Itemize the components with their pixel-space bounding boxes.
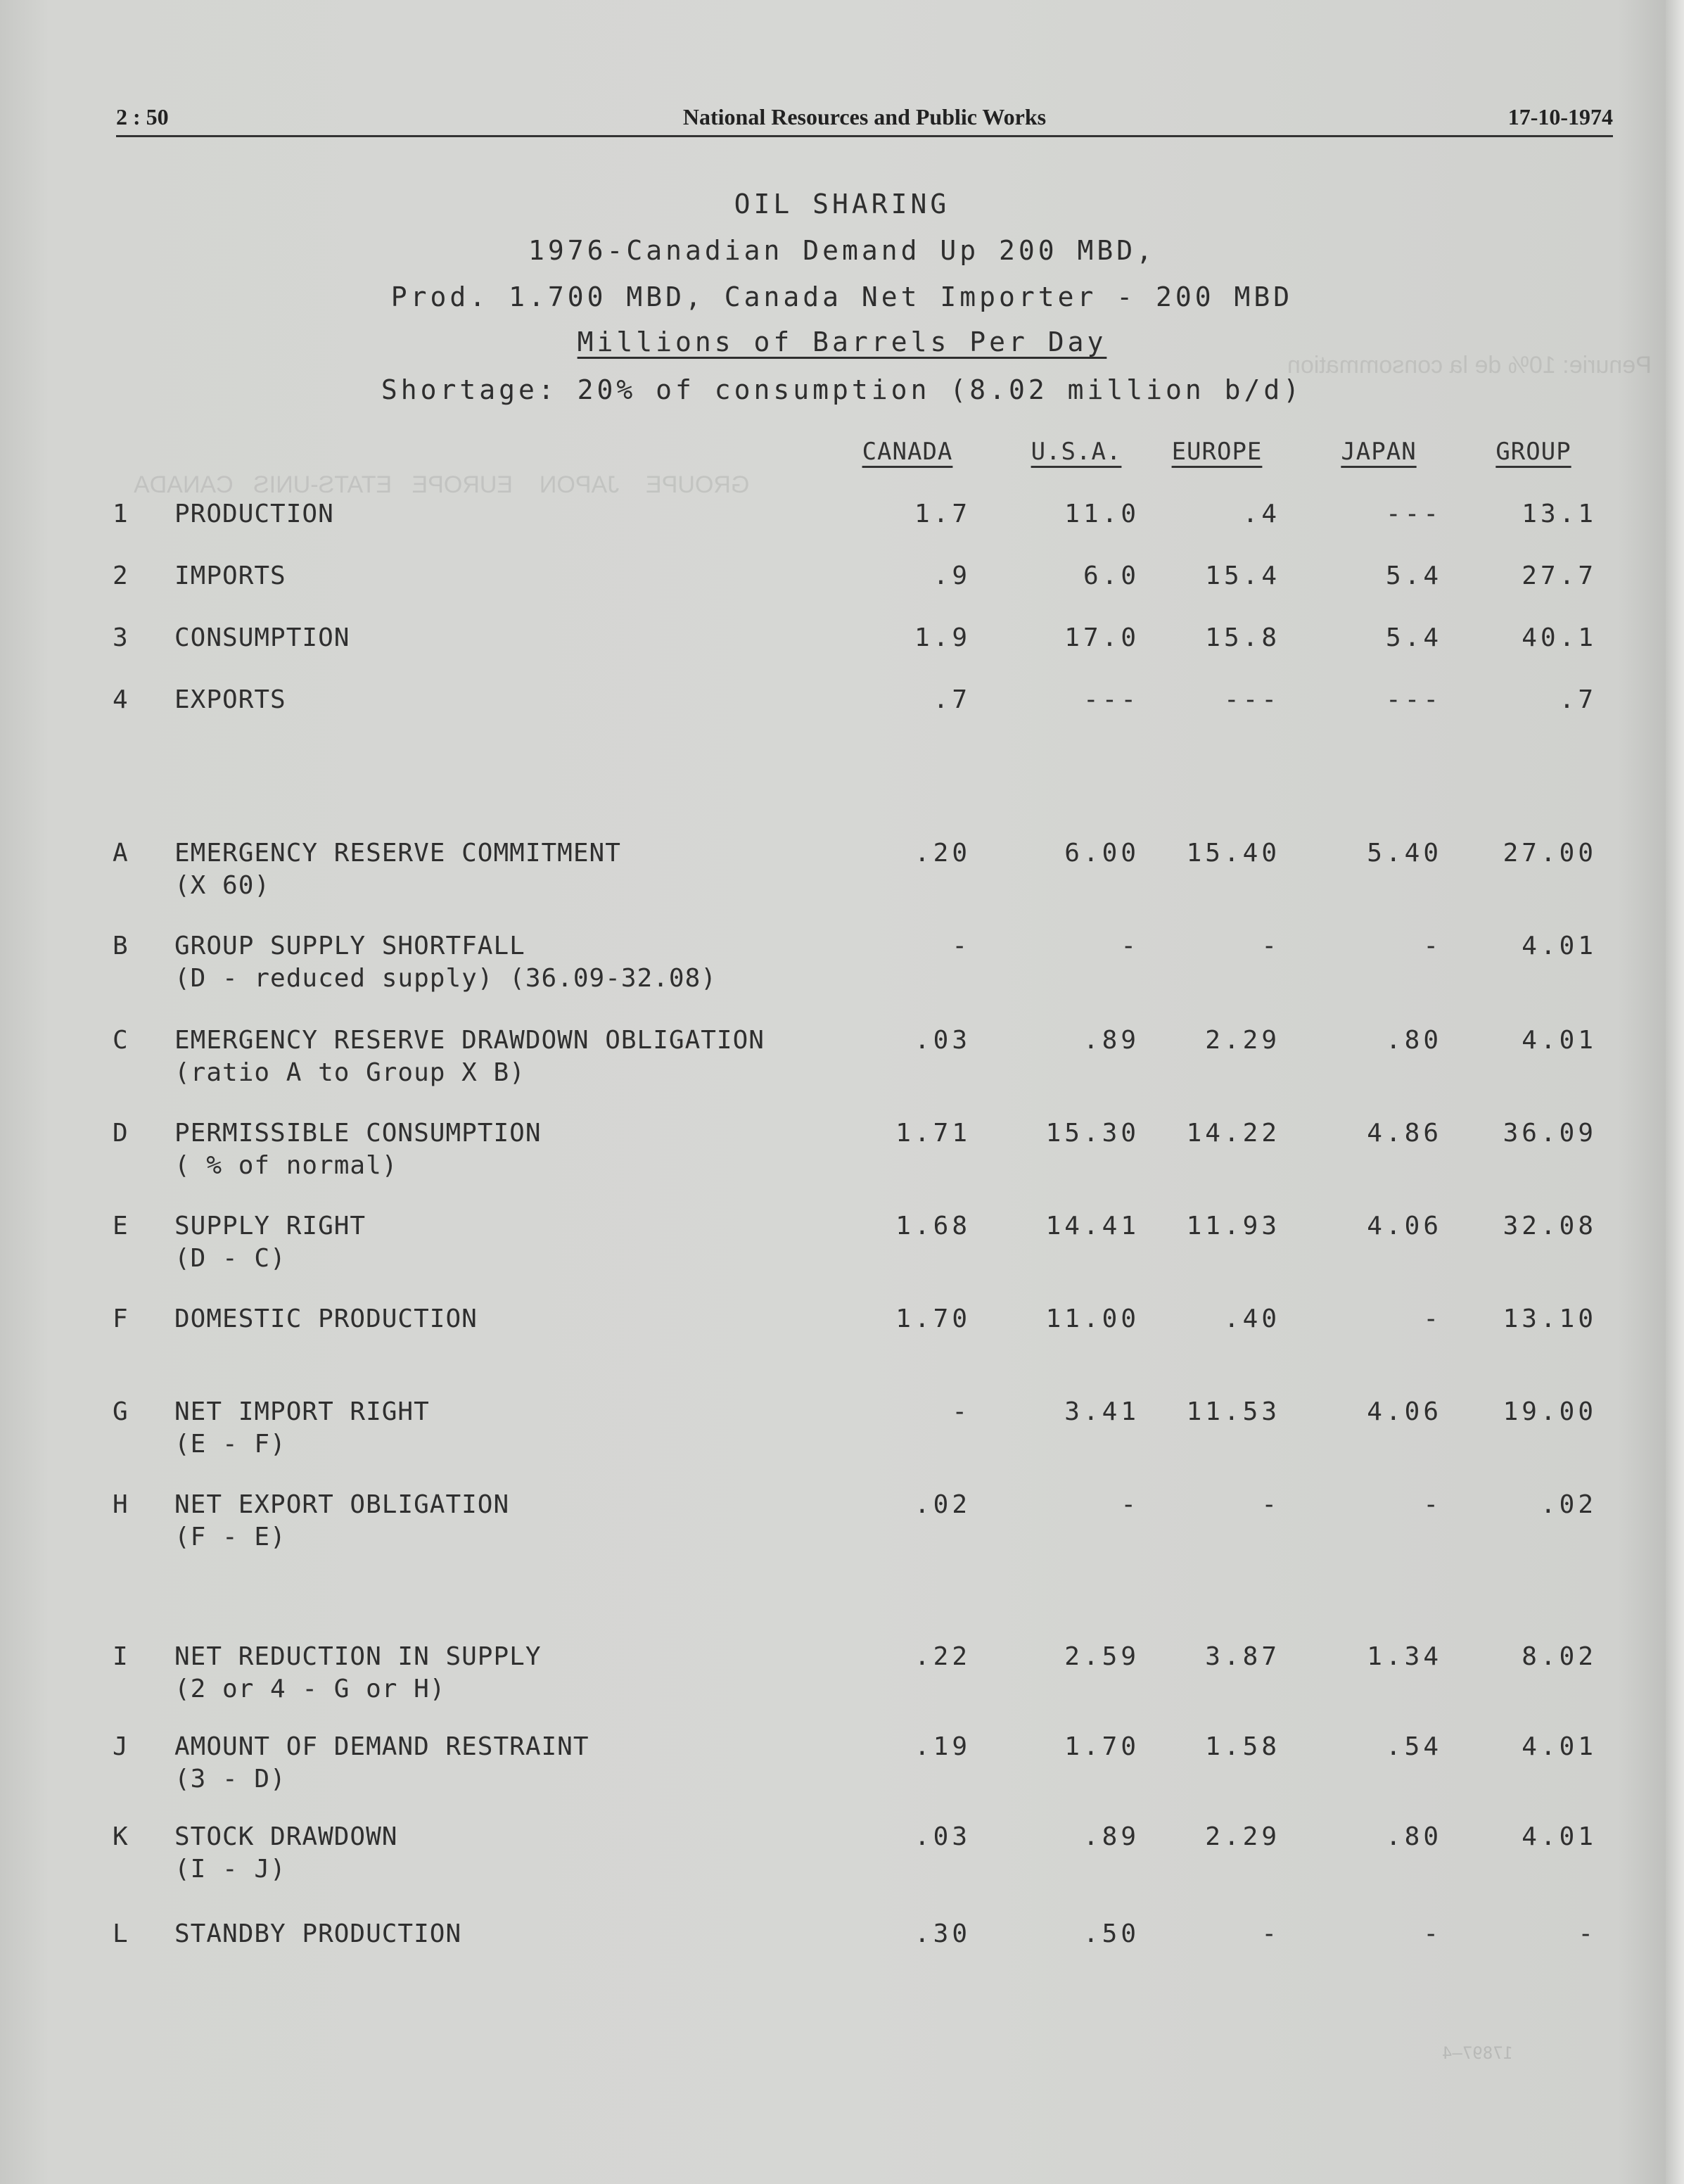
row-label: STOCK DRAWDOWN (174, 1822, 398, 1851)
cell-europe: .4 (1242, 500, 1280, 528)
cell-usa: 6.00 (1064, 839, 1140, 868)
cell-group: 4.01 (1522, 1732, 1597, 1761)
row-key: D (113, 1119, 128, 1148)
cell-japan: 5.4 (1385, 623, 1442, 652)
cell-europe: 15.8 (1205, 623, 1280, 652)
row-sublabel: (F - E) (174, 1523, 286, 1551)
row-key: F (113, 1304, 128, 1333)
cell-usa: 17.0 (1064, 623, 1140, 652)
shortage-line: Shortage: 20% of consumption (8.02 million b/d) (381, 374, 1303, 405)
cell-group: .02 (1540, 1490, 1597, 1519)
row-sublabel: (ratio A to Group X B) (174, 1058, 525, 1087)
cell-group: .7 (1559, 685, 1597, 714)
bleed-through-stamp: 17897—4 (1442, 2043, 1514, 2063)
document-title: OIL SHARING (734, 189, 950, 220)
row-label: SUPPLY RIGHT (174, 1212, 366, 1240)
cell-japan: 5.4 (1385, 561, 1442, 590)
cell-usa: 15.30 (1045, 1119, 1140, 1148)
cell-group: 27.7 (1522, 561, 1597, 590)
row-label: EMERGENCY RESERVE COMMITMENT (174, 839, 621, 868)
cell-europe: 1.58 (1205, 1732, 1280, 1761)
row-key: I (113, 1642, 128, 1671)
cell-japan: --- (1385, 500, 1442, 528)
cell-group: 19.00 (1503, 1397, 1597, 1426)
cell-europe: 11.93 (1186, 1212, 1280, 1240)
cell-group: 27.00 (1503, 839, 1597, 868)
row-key: 3 (113, 623, 128, 652)
cell-europe: 15.40 (1186, 839, 1280, 868)
cell-canada: .20 (914, 839, 971, 868)
row-label: CONSUMPTION (174, 623, 350, 652)
cell-group: 36.09 (1503, 1119, 1597, 1148)
page-header (116, 104, 1613, 137)
row-key: 1 (113, 500, 128, 528)
row-label: IMPORTS (174, 561, 286, 590)
cell-usa: 11.0 (1064, 500, 1140, 528)
row-sublabel: (X 60) (174, 871, 271, 900)
cell-canada: 1.9 (914, 623, 971, 652)
row-label: DOMESTIC PRODUCTION (174, 1304, 478, 1333)
subtitle-line-1: 1976-Canadian Demand Up 200 MBD, (528, 235, 1156, 266)
cell-canada: - (952, 1397, 971, 1426)
cell-japan: .80 (1385, 1822, 1442, 1851)
cell-europe: - (1261, 1919, 1280, 1948)
cell-japan: - (1423, 1919, 1442, 1948)
cell-europe: 11.53 (1186, 1397, 1280, 1426)
header-date: 17-10-1974 (1507, 104, 1613, 129)
row-key: H (113, 1490, 128, 1519)
cell-usa: 3.41 (1064, 1397, 1140, 1426)
cell-europe: 2.29 (1205, 1822, 1280, 1851)
cell-canada: .7 (933, 685, 971, 714)
row-label: PERMISSIBLE CONSUMPTION (174, 1119, 542, 1148)
cell-canada: .03 (914, 1026, 971, 1055)
cell-canada: .9 (933, 561, 971, 590)
page-number: 2 : 50 (116, 104, 169, 129)
row-key: G (113, 1397, 128, 1426)
cell-europe: 3.87 (1205, 1642, 1280, 1671)
row-label: GROUP SUPPLY SHORTFALL (174, 932, 525, 960)
row-label: PRODUCTION (174, 500, 334, 528)
units-line: Millions of Barrels Per Day (577, 326, 1107, 357)
cell-usa: - (1121, 932, 1140, 960)
cell-canada: 1.68 (895, 1212, 971, 1240)
cell-usa: 6.0 (1083, 561, 1140, 590)
cell-usa: .89 (1083, 1026, 1140, 1055)
column-header-group: GROUP (1495, 438, 1571, 466)
cell-japan: - (1423, 1490, 1442, 1519)
cell-europe: 15.4 (1205, 561, 1280, 590)
cell-group: 4.01 (1522, 932, 1597, 960)
column-header-europe: EUROPE (1171, 438, 1263, 466)
row-sublabel: (2 or 4 - G or H) (174, 1675, 446, 1703)
cell-japan: .80 (1385, 1026, 1442, 1055)
cell-canada: .22 (914, 1642, 971, 1671)
header-title: National Resources and Public Works (682, 104, 1047, 129)
bleed-through-text: Penurie: 10% de la consommation (1287, 352, 1652, 379)
row-key: E (113, 1212, 128, 1240)
cell-europe: .40 (1223, 1304, 1280, 1333)
cell-usa: 2.59 (1064, 1642, 1140, 1671)
cell-europe: 14.22 (1186, 1119, 1280, 1148)
row-sublabel: (E - F) (174, 1430, 286, 1459)
row-label: EMERGENCY RESERVE DRAWDOWN OBLIGATION (174, 1026, 765, 1055)
row-label: NET IMPORT RIGHT (174, 1397, 430, 1426)
row-sublabel: (D - reduced supply) (36.09-32.08) (174, 964, 717, 993)
row-label: AMOUNT OF DEMAND RESTRAINT (174, 1732, 589, 1761)
cell-usa: 1.70 (1064, 1732, 1140, 1761)
cell-canada: .03 (914, 1822, 971, 1851)
row-label: EXPORTS (174, 685, 286, 714)
cell-japan: 1.34 (1367, 1642, 1442, 1671)
row-label: NET REDUCTION IN SUPPLY (174, 1642, 542, 1671)
row-label: NET EXPORT OBLIGATION (174, 1490, 510, 1519)
bleed-through-text: GROUPE JAPON EUROPE ETATS-UNIS CANADA (134, 471, 750, 498)
cell-japan: 4.06 (1367, 1397, 1442, 1426)
cell-japan: - (1423, 932, 1442, 960)
column-header-canada: CANADA (862, 438, 953, 466)
cell-canada: .19 (914, 1732, 971, 1761)
cell-group: 8.02 (1522, 1642, 1597, 1671)
cell-europe: 2.29 (1205, 1026, 1280, 1055)
row-sublabel: (I - J) (174, 1855, 286, 1884)
cell-japan: --- (1385, 685, 1442, 714)
row-key: K (113, 1822, 128, 1851)
cell-japan: 4.06 (1367, 1212, 1442, 1240)
cell-japan: .54 (1385, 1732, 1442, 1761)
cell-usa: - (1121, 1490, 1140, 1519)
cell-group: 40.1 (1522, 623, 1597, 652)
row-key: L (113, 1919, 128, 1948)
cell-europe: - (1261, 932, 1280, 960)
cell-japan: 4.86 (1367, 1119, 1442, 1148)
cell-usa: 14.41 (1045, 1212, 1140, 1240)
cell-group: 4.01 (1522, 1822, 1597, 1851)
cell-canada: - (952, 932, 971, 960)
row-key: 4 (113, 685, 128, 714)
cell-canada: .30 (914, 1919, 971, 1948)
column-header-usa: U.S.A. (1031, 438, 1122, 466)
cell-canada: .02 (914, 1490, 971, 1519)
row-sublabel: ( % of normal) (174, 1151, 398, 1180)
row-key: A (113, 839, 128, 868)
cell-usa: 11.00 (1045, 1304, 1140, 1333)
row-sublabel: (D - C) (174, 1244, 286, 1273)
cell-canada: 1.71 (895, 1119, 971, 1148)
row-key: J (113, 1732, 128, 1761)
cell-group: 13.1 (1522, 500, 1597, 528)
cell-group: 13.10 (1503, 1304, 1597, 1333)
cell-usa: --- (1083, 685, 1140, 714)
row-sublabel: (3 - D) (174, 1765, 286, 1793)
cell-group: 4.01 (1522, 1026, 1597, 1055)
row-key: B (113, 932, 128, 960)
subtitle-line-2: Prod. 1.700 MBD, Canada Net Importer - 200 MBD (390, 281, 1294, 312)
cell-usa: .50 (1083, 1919, 1140, 1948)
cell-group: 32.08 (1503, 1212, 1597, 1240)
cell-canada: 1.7 (914, 500, 971, 528)
cell-group: - (1578, 1919, 1597, 1948)
cell-japan: - (1423, 1304, 1442, 1333)
cell-japan: 5.40 (1367, 839, 1442, 868)
cell-canada: 1.70 (895, 1304, 971, 1333)
row-key: C (113, 1026, 128, 1055)
column-header-japan: JAPAN (1341, 438, 1417, 466)
cell-europe: --- (1223, 685, 1280, 714)
cell-europe: - (1261, 1490, 1280, 1519)
row-key: 2 (113, 561, 128, 590)
row-label: STANDBY PRODUCTION (174, 1919, 462, 1948)
cell-usa: .89 (1083, 1822, 1140, 1851)
